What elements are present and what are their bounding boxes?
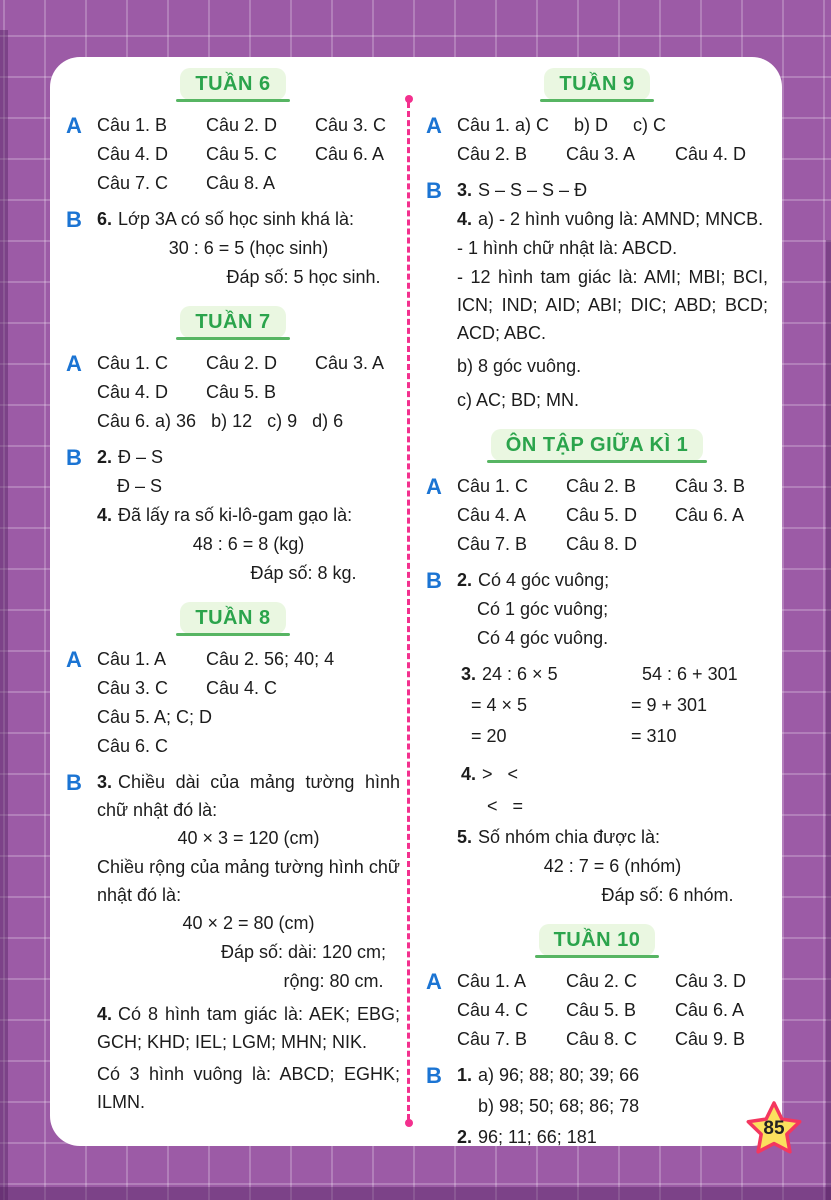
group-lines xyxy=(97,645,400,761)
line-text: c) AC; BD; MN. xyxy=(457,390,580,410)
section xyxy=(66,68,400,292)
text-line xyxy=(457,234,768,263)
group-lines xyxy=(457,1061,768,1146)
math-cell: = 4 × 5 xyxy=(471,695,528,715)
answer-cell: Câu 2. 56; 40; 4 xyxy=(206,649,335,669)
line-text: Có 8 hình tam giác là: AEK; EBG; GCH; KHD; IEL; LGM; MHN; NIK. xyxy=(97,1004,406,1052)
group-marker: B xyxy=(426,178,442,203)
answer-line xyxy=(457,472,768,501)
text-line xyxy=(457,263,774,347)
answer-cell: Câu 5. C xyxy=(206,144,278,164)
text-line xyxy=(457,352,768,381)
answer-cell: Câu 3. A xyxy=(566,144,636,164)
text-line xyxy=(457,1123,768,1146)
line-text: Đ – S xyxy=(118,447,164,467)
group-marker: B xyxy=(66,445,82,470)
answer-line xyxy=(97,140,400,169)
answer-cell: Câu 5. A; C; D xyxy=(97,707,213,727)
group-lines xyxy=(97,205,400,292)
text-line xyxy=(97,768,406,824)
text-line xyxy=(457,205,768,234)
answer-cell: Câu 7. B xyxy=(457,534,528,554)
math-line xyxy=(457,721,768,752)
answer-cell: Câu 4. D xyxy=(675,144,747,164)
text-line xyxy=(97,501,400,530)
group-lines xyxy=(97,349,400,436)
line-prefix: 2. xyxy=(97,447,113,467)
group-lines xyxy=(457,111,768,169)
line-prefix: 2. xyxy=(457,570,473,590)
text-line xyxy=(97,205,400,234)
answer-cell: Câu 6. C xyxy=(97,736,169,756)
line-prefix: 3. xyxy=(461,664,477,684)
section-title-badge: TUẦN 6 xyxy=(180,68,285,100)
section-title-badge: TUẦN 8 xyxy=(180,602,285,634)
answer-cell: Câu 2. D xyxy=(206,353,278,373)
group-lines xyxy=(457,176,774,415)
line-text: < = xyxy=(487,796,524,816)
line-text: 48 : 6 = 8 (kg) xyxy=(192,534,305,554)
group-lines xyxy=(97,443,400,588)
text-line xyxy=(457,595,768,624)
line-prefix: 3. xyxy=(457,180,473,200)
text-line xyxy=(457,1061,768,1090)
math-cell: 24 : 6 × 5 xyxy=(482,664,558,684)
answer-line xyxy=(457,967,768,996)
line-text: a) - 2 hình vuông là: AMND; MNCB. xyxy=(478,209,764,229)
math-cell: = 9 + 301 xyxy=(631,695,708,715)
group-marker: A xyxy=(426,474,442,499)
group-marker: B xyxy=(66,207,82,232)
column-right xyxy=(426,68,774,1146)
section xyxy=(426,68,774,415)
answer-line xyxy=(457,1025,768,1054)
math-cell: 54 : 6 + 301 xyxy=(642,664,738,684)
line-text: rộng: 80 cm. xyxy=(283,971,384,991)
line-text: Có 3 hình vuông là: ABCD; EGHK; ILMN. xyxy=(97,1064,406,1112)
answer-group xyxy=(66,443,400,588)
group-marker: A xyxy=(66,113,82,138)
answer-cell: Câu 2. C xyxy=(566,971,638,991)
answer-group xyxy=(426,472,768,559)
line-prefix: 4. xyxy=(461,764,477,784)
answer-line xyxy=(97,378,400,407)
line-text: Đáp số: 6 nhóm. xyxy=(601,885,734,905)
answer-line xyxy=(97,674,400,703)
answer-cell: Câu 5. B xyxy=(206,382,277,402)
answer-group xyxy=(66,349,400,436)
line-prefix: 1. xyxy=(457,1065,473,1085)
line-text: S – S – S – Đ xyxy=(478,180,588,200)
line-prefix: 3. xyxy=(97,772,113,792)
line-text: Lớp 3A có số học sinh khá là: xyxy=(118,209,354,229)
line-text: Đáp số: dài: 120 cm; xyxy=(220,942,387,962)
line-text: - 1 hình chữ nhật là: ABCD. xyxy=(457,238,678,258)
text-line xyxy=(97,824,400,853)
group-marker: B xyxy=(426,1063,442,1088)
group-lines xyxy=(457,566,768,910)
column-divider xyxy=(407,102,410,1120)
answer-cell: Câu 3. C xyxy=(97,678,169,698)
answer-cell: Câu 1. A xyxy=(457,971,527,991)
answer-cell: Câu 9. B xyxy=(675,1029,746,1049)
text-line xyxy=(512,881,782,910)
answer-line xyxy=(457,530,768,559)
line-text: 30 : 6 = 5 (học sinh) xyxy=(168,238,329,258)
line-prefix: 4. xyxy=(97,1004,113,1024)
text-line xyxy=(457,624,768,653)
text-line xyxy=(457,823,768,852)
line-text: Có 4 góc vuông. xyxy=(477,628,609,648)
answer-line xyxy=(97,169,400,198)
section xyxy=(66,602,406,1116)
answer-group xyxy=(426,176,774,415)
math-cell: = 310 xyxy=(631,726,677,746)
answer-line xyxy=(97,645,400,674)
math-line xyxy=(457,659,768,690)
line-text: Chiều rộng của mảng tường hình chữ nhật đó là: xyxy=(97,857,406,905)
answer-line xyxy=(97,703,400,732)
text-line xyxy=(457,386,768,415)
line-text: Chiều dài của mảng tường hình chữ nhật đó là: xyxy=(97,772,406,820)
group-marker: A xyxy=(66,351,82,376)
page-number-star xyxy=(742,1096,806,1160)
line-text: Câu 6. a) 36 b) 12 c) 9 d) 6 xyxy=(97,411,344,431)
answer-cell: Câu 5. B xyxy=(566,1000,637,1020)
text-line xyxy=(97,1060,406,1116)
group-marker: A xyxy=(66,647,82,672)
line-text: 40 × 3 = 120 (cm) xyxy=(177,828,320,848)
group-marker: B xyxy=(66,770,82,795)
section-title-badge: TUẦN 7 xyxy=(180,306,285,338)
line-text: 40 × 2 = 80 (cm) xyxy=(182,913,315,933)
line-text: Có 4 góc vuông; xyxy=(478,570,610,590)
answer-cell: Câu 4. D xyxy=(97,382,169,402)
answer-cell: Câu 4. D xyxy=(97,144,169,164)
answer-cell: Câu 8. D xyxy=(566,534,638,554)
math-line xyxy=(457,690,768,721)
line-prefix: 4. xyxy=(97,505,113,525)
page-edge-shadow-right xyxy=(826,240,831,1200)
line-prefix: 6. xyxy=(97,209,113,229)
line-text: b) 8 góc vuông. xyxy=(457,356,582,376)
answer-cell: Câu 1. B xyxy=(97,115,168,135)
group-lines xyxy=(97,768,406,1116)
text-line xyxy=(97,407,400,436)
answer-line xyxy=(97,349,400,378)
line-text: Đáp số: 5 học sinh. xyxy=(226,267,381,287)
answer-cell: Câu 3. A xyxy=(315,353,385,373)
text-line xyxy=(97,234,400,263)
answer-cell: Câu 4. C xyxy=(206,678,278,698)
answer-line xyxy=(457,140,768,169)
section-title-wrap xyxy=(426,429,768,461)
line-prefix: 4. xyxy=(457,209,473,229)
answer-group xyxy=(426,1061,768,1146)
text-line xyxy=(457,566,768,595)
section xyxy=(66,306,400,588)
page-edge-shadow-bottom xyxy=(0,1187,831,1200)
answer-group xyxy=(426,967,768,1054)
line-text: Đáp số: 8 kg. xyxy=(250,563,357,583)
text-line xyxy=(457,111,768,140)
answer-cell: Câu 2. B xyxy=(457,144,528,164)
text-line xyxy=(457,1092,768,1121)
text-line xyxy=(457,760,768,789)
section-title-wrap xyxy=(66,306,400,338)
line-text: Có 1 góc vuông; xyxy=(477,599,609,619)
answer-cell: Câu 3. C xyxy=(315,115,387,135)
answer-cell: Câu 2. B xyxy=(566,476,637,496)
answer-cell: Câu 6. A xyxy=(675,505,745,525)
section-title-wrap xyxy=(66,602,400,634)
group-marker: B xyxy=(426,568,442,593)
text-line xyxy=(97,472,400,501)
page-number: 85 xyxy=(763,1118,785,1139)
answer-cell: Câu 3. B xyxy=(675,476,746,496)
math-cell: = 20 xyxy=(471,726,507,746)
answer-cell: Câu 8. A xyxy=(206,173,276,193)
section-title-badge: TUẦN 9 xyxy=(544,68,649,100)
answer-cell: Câu 1. C xyxy=(457,476,529,496)
text-line xyxy=(97,530,400,559)
text-line xyxy=(457,852,768,881)
group-marker: A xyxy=(426,113,442,138)
line-text: 42 : 7 = 6 (nhóm) xyxy=(543,856,682,876)
answer-key-card xyxy=(50,57,782,1146)
section-title-wrap xyxy=(426,924,768,956)
section-title-badge: TUẦN 10 xyxy=(539,924,656,956)
answer-line xyxy=(97,732,400,761)
line-prefix: 2. xyxy=(457,1127,473,1146)
line-text: Câu 1. a) C b) D c) C xyxy=(457,115,667,135)
answer-group xyxy=(66,111,400,198)
answer-line xyxy=(457,501,768,530)
section xyxy=(426,924,768,1146)
text-line xyxy=(457,176,768,205)
answer-cell: Câu 2. D xyxy=(206,115,278,135)
column-left xyxy=(66,68,406,1116)
answer-line xyxy=(97,111,400,140)
answer-cell: Câu 7. B xyxy=(457,1029,528,1049)
answer-group xyxy=(66,205,400,292)
answer-cell: Câu 1. A xyxy=(97,649,167,669)
section xyxy=(426,429,768,910)
answer-cell: Câu 4. A xyxy=(457,505,527,525)
group-lines xyxy=(97,111,400,198)
group-lines xyxy=(457,472,768,559)
group-marker: A xyxy=(426,969,442,994)
line-text: b) 98; 50; 68; 86; 78 xyxy=(478,1096,640,1116)
answer-cell: Câu 6. A xyxy=(315,144,385,164)
line-text: Số nhóm chia được là: xyxy=(478,827,660,847)
text-line xyxy=(97,1000,406,1056)
section-title-wrap xyxy=(66,68,400,100)
line-text: a) 96; 88; 80; 39; 66 xyxy=(478,1065,640,1085)
section-title-badge: ÔN TẬP GIỮA KÌ 1 xyxy=(491,429,703,461)
answer-cell: Câu 4. C xyxy=(457,1000,529,1020)
answer-line xyxy=(457,996,768,1025)
answer-cell: Câu 7. C xyxy=(97,173,169,193)
answer-cell: Câu 8. C xyxy=(566,1029,638,1049)
answer-group xyxy=(426,111,768,169)
answer-cell: Câu 6. A xyxy=(675,1000,745,1020)
answer-cell: Câu 3. D xyxy=(675,971,747,991)
answer-group xyxy=(426,566,768,910)
answer-cell: Câu 1. C xyxy=(97,353,169,373)
answer-group xyxy=(66,768,406,1116)
line-text: - 12 hình tam giác là: AMI; MBI; BCI, ICN; IND; AID; ABI; DIC; ABD; BCD; ACD; ABC. xyxy=(457,267,774,343)
line-text: > < xyxy=(482,764,519,784)
section-title-wrap xyxy=(426,68,768,100)
page-edge-shadow-left xyxy=(0,30,8,1200)
text-line xyxy=(97,853,406,909)
text-line xyxy=(457,792,768,821)
group-lines xyxy=(457,967,768,1054)
text-line xyxy=(97,909,400,938)
answer-cell: Câu 5. D xyxy=(566,505,638,525)
line-text: Đ – S xyxy=(117,476,163,496)
line-text: Đã lấy ra số ki-lô-gam gạo là: xyxy=(118,505,353,525)
line-prefix: 5. xyxy=(457,827,473,847)
text-line xyxy=(97,443,400,472)
answer-group xyxy=(66,645,400,761)
line-text: 96; 11; 66; 181 xyxy=(478,1127,597,1146)
